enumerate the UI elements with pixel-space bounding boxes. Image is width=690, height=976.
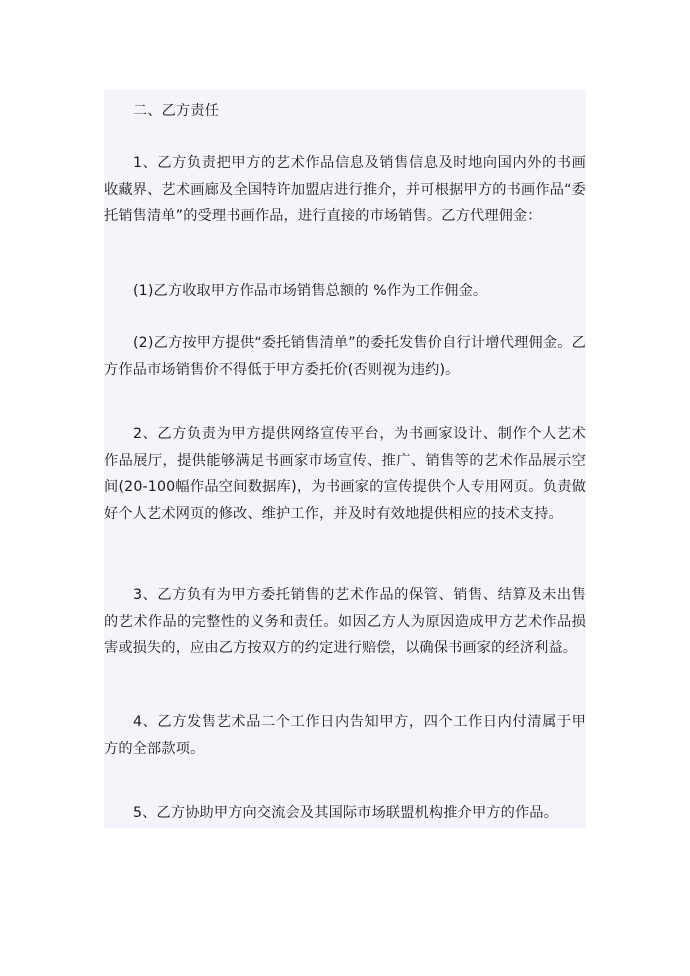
- contract-section: [104, 90, 586, 828]
- paragraph-clause-5: 5、乙方协助甲方向交流会及其国际市场联盟机构推介甲方的作品。: [133, 805, 558, 821]
- paragraph-clause-1: 1、乙方负责把甲方的艺术作品信息及销售信息及时地向国内外的书画收藏界、艺术画廊及全国特许加盟店进行推介，并可根据甲方的书画作品“委托销售清单”的受理书画作品，进行直接的市场销售。乙方代理佣金：: [104, 155, 586, 224]
- paragraph-clause-3: 3、乙方负有为甲方委托销售的艺术作品的保管、销售、结算及未出售的艺术作品的完整性的义务和责任。如因乙方人为原因造成甲方艺术作品损害或损失的，应由乙方按双方的约定进行赔偿，以确保书画家的经济利益。: [104, 587, 586, 656]
- paragraph-clause-1-sub-2: (2)乙方按甲方提供“委托销售清单”的委托发售价自行计增代理佣金。乙方作品市场销售价不得低于甲方委托价(否则视为违约)。: [104, 335, 586, 378]
- paragraph-clause-2: 2、乙方负责为甲方提供网络宣传平台，为书画家设计、制作个人艺术作品展厅，提供能够满足书画家市场宣传、推广、销售等的艺术作品展示空间(20-100幅作品空间数据库)，为书画家的宣传提供个人专用网页。负责做好个人艺术网页的修改、维护工作，并及时有效地提供相应的技术支持。: [104, 426, 586, 522]
- paragraph-clause-1-sub-1: (1)乙方收取甲方作品市场销售总额的 %作为工作佣金。: [133, 283, 488, 299]
- paragraph-clause-4: 4、乙方发售艺术品二个工作日内告知甲方，四个工作日内付清属于甲方的全部款项。: [104, 714, 586, 757]
- section-heading: 二、乙方责任: [133, 103, 220, 119]
